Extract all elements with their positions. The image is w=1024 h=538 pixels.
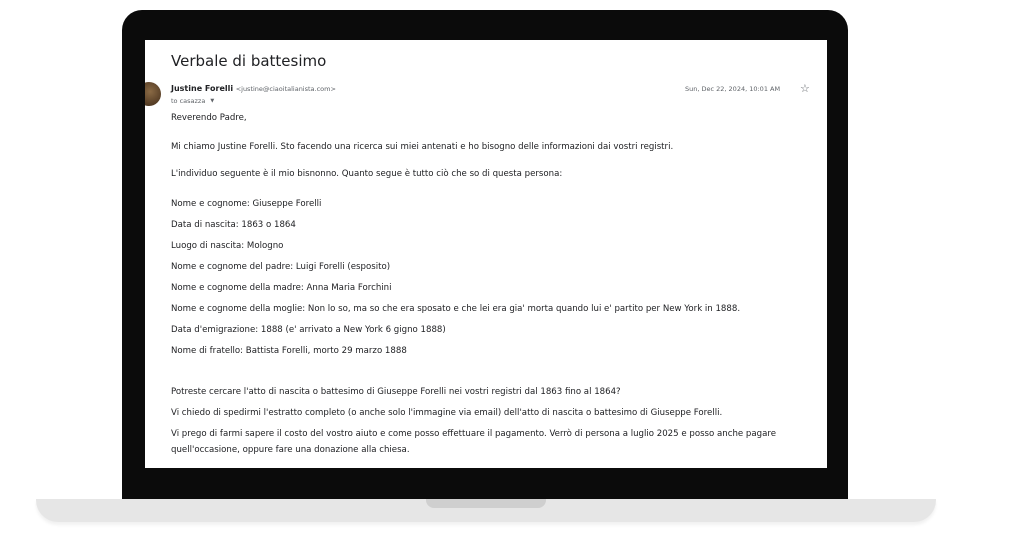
laptop-notch: [426, 499, 546, 508]
request-paragraph: Potreste cercare l'atto di nascita o battesimo di Giuseppe Forelli nei vostri registri dal 1863 fino al 1864?: [171, 387, 621, 397]
star-icon[interactable]: ☆: [800, 82, 810, 95]
email-view: [145, 40, 827, 468]
detail-line: Data di nascita: 1863 o 1864: [171, 220, 296, 230]
request-paragraph: quell'occasione, oppure fare una donazione alla chiesa.: [171, 445, 410, 455]
detail-line: Nome di fratello: Battista Forelli, morto 29 marzo 1888: [171, 346, 407, 356]
sender-info: [171, 84, 336, 93]
chevron-down-icon[interactable]: ▼: [210, 98, 215, 104]
email-subject: Verbale di battesimo: [171, 52, 327, 70]
detail-line: Nome e cognome della madre: Anna Maria Forchini: [171, 283, 392, 293]
detail-line: Nome e cognome della moglie: Non lo so, ma so che era sposato e che lei era gia' morta quando lui e' partito per New York in 1888.: [171, 304, 741, 314]
recipients-line[interactable]: [171, 97, 214, 105]
sender-avatar[interactable]: [145, 82, 161, 106]
email-date: Sun, Dec 22, 2024, 10:01 AM: [685, 85, 781, 93]
detail-line: Data d'emigrazione: 1888 (e' arrivato a New York 6 gigno 1888): [171, 325, 446, 335]
detail-line: Nome e cognome del padre: Luigi Forelli (esposito): [171, 262, 391, 272]
recipients-text: to casazza: [171, 97, 206, 105]
detail-line: Luogo di nascita: Mologno: [171, 241, 284, 251]
detail-line: Nome e cognome: Giuseppe Forelli: [171, 199, 322, 209]
sender-email: <justine@ciaoitalianista.com>: [235, 85, 336, 93]
greeting: Reverendo Padre,: [171, 113, 247, 123]
subject-paragraph: L'individuo seguente è il mio bisnonno. Quanto segue è tutto ciò che so di questa persona:: [171, 169, 563, 179]
request-paragraph: Vi prego di farmi sapere il costo del vostro aiuto e come posso effettuare il pagamento. Verrò di persona a luglio 2025 e posso anche pagare: [171, 429, 777, 439]
intro-paragraph: Mi chiamo Justine Forelli. Sto facendo una ricerca sui miei antenati e ho bisogno delle informazioni dai vostri registri.: [171, 142, 674, 152]
sender-name[interactable]: Justine Forelli: [171, 84, 234, 93]
request-paragraph: Vi chiedo di spedirmi l'estratto completo (o anche solo l'immagine via email) dell'atto di nascita o battesimo di Giuseppe Forelli.: [171, 408, 723, 418]
